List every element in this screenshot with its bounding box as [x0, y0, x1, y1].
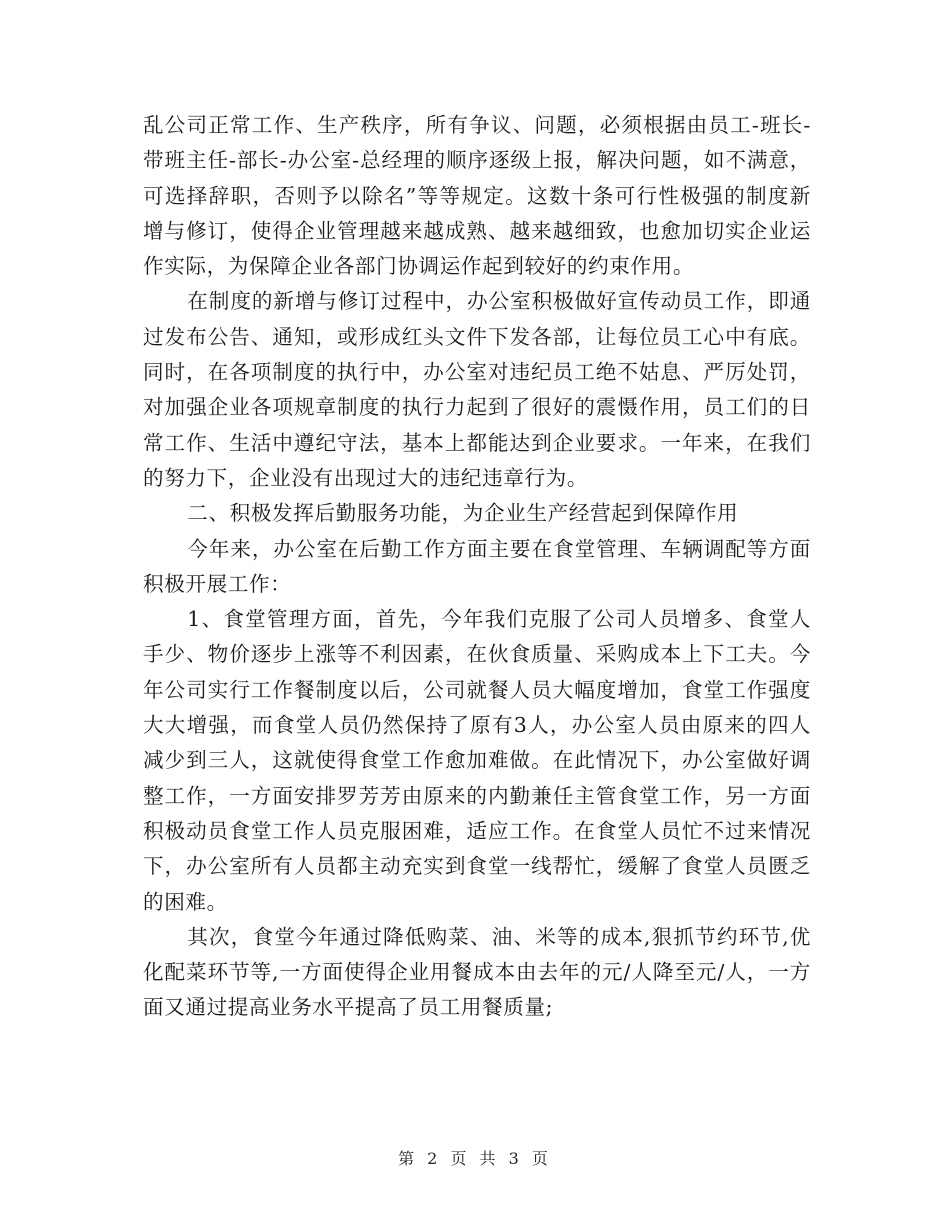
- paragraph-4: 1、食堂管理方面，首先，今年我们克服了公司人员增多、食堂人手少、物价逐步上涨等不利因素，在伙食质量、采购成本上下工夫。今年公司实行工作餐制度以后，公司就餐人员大幅度增加，食堂工作强度大大增强，而食堂人员仍然保持了原有3人，办公室人员由原来的四人减少到三人，这就使得食堂工作愈加难做。在此情况下，办公室做好调整工作，一方面安排罗芳芳由原来的内勤兼任主管食堂工作，另一方面积极动员食堂工作人员克服困难，适应工作。在食堂人员忙不过来情况下，办公室所有人员都主动充实到食堂一线帮忙，缓解了食堂人员匮乏的困难。: [143, 607, 811, 914]
- paragraph-2: 在制度的新增与修订过程中，办公室积极做好宣传动员工作，即通过发布公告、通知，或形成红头文件下发各部，让每位员工心中有底。同时，在各项制度的执行中，办公室对违纪员工绝不姑息、严厉处罚，对加强企业各项规章制度的执行力起到了很好的震慑作用，员工们的日常工作、生活中遵纪守法，基本上都能达到企业要求。一年来，在我们的努力下，企业没有出现过大的违纪违章行为。: [143, 289, 811, 490]
- paragraph-5: 其次，食堂今年通过降低购菜、油、米等的成本,狠抓节约环节,优化配菜环节等,一方面使得企业用餐成本由去年的元/人降至元/人，一方面又通过提高业务水平提高了员工用餐质量;: [143, 924, 811, 1020]
- paragraph-1: 乱公司正常工作、生产秩序，所有争议、问题，必须根据由员工-班长-带班主任-部长-办公室-总经理的顺序逐级上报，解决问题，如不满意，可选择辞职，否则予以除名”等等规定。这数十条可行性极强的制度新增与修订，使得企业管理越来越成熟、越来越细致，也愈加切实企业运作实际，为保障企业各部门协调运作起到较好的约束作用。: [143, 113, 811, 279]
- page-number-footer: 第 2 页 共 3 页: [398, 1149, 552, 1168]
- paragraph-3: 今年来，办公室在后勤工作方面主要在食堂管理、车辆调配等方面积极开展工作：: [143, 536, 811, 596]
- section-heading: 二、积极发挥后勤服务功能，为企业生产经营起到保障作用: [187, 501, 739, 526]
- document-body: [143, 108, 811, 1026]
